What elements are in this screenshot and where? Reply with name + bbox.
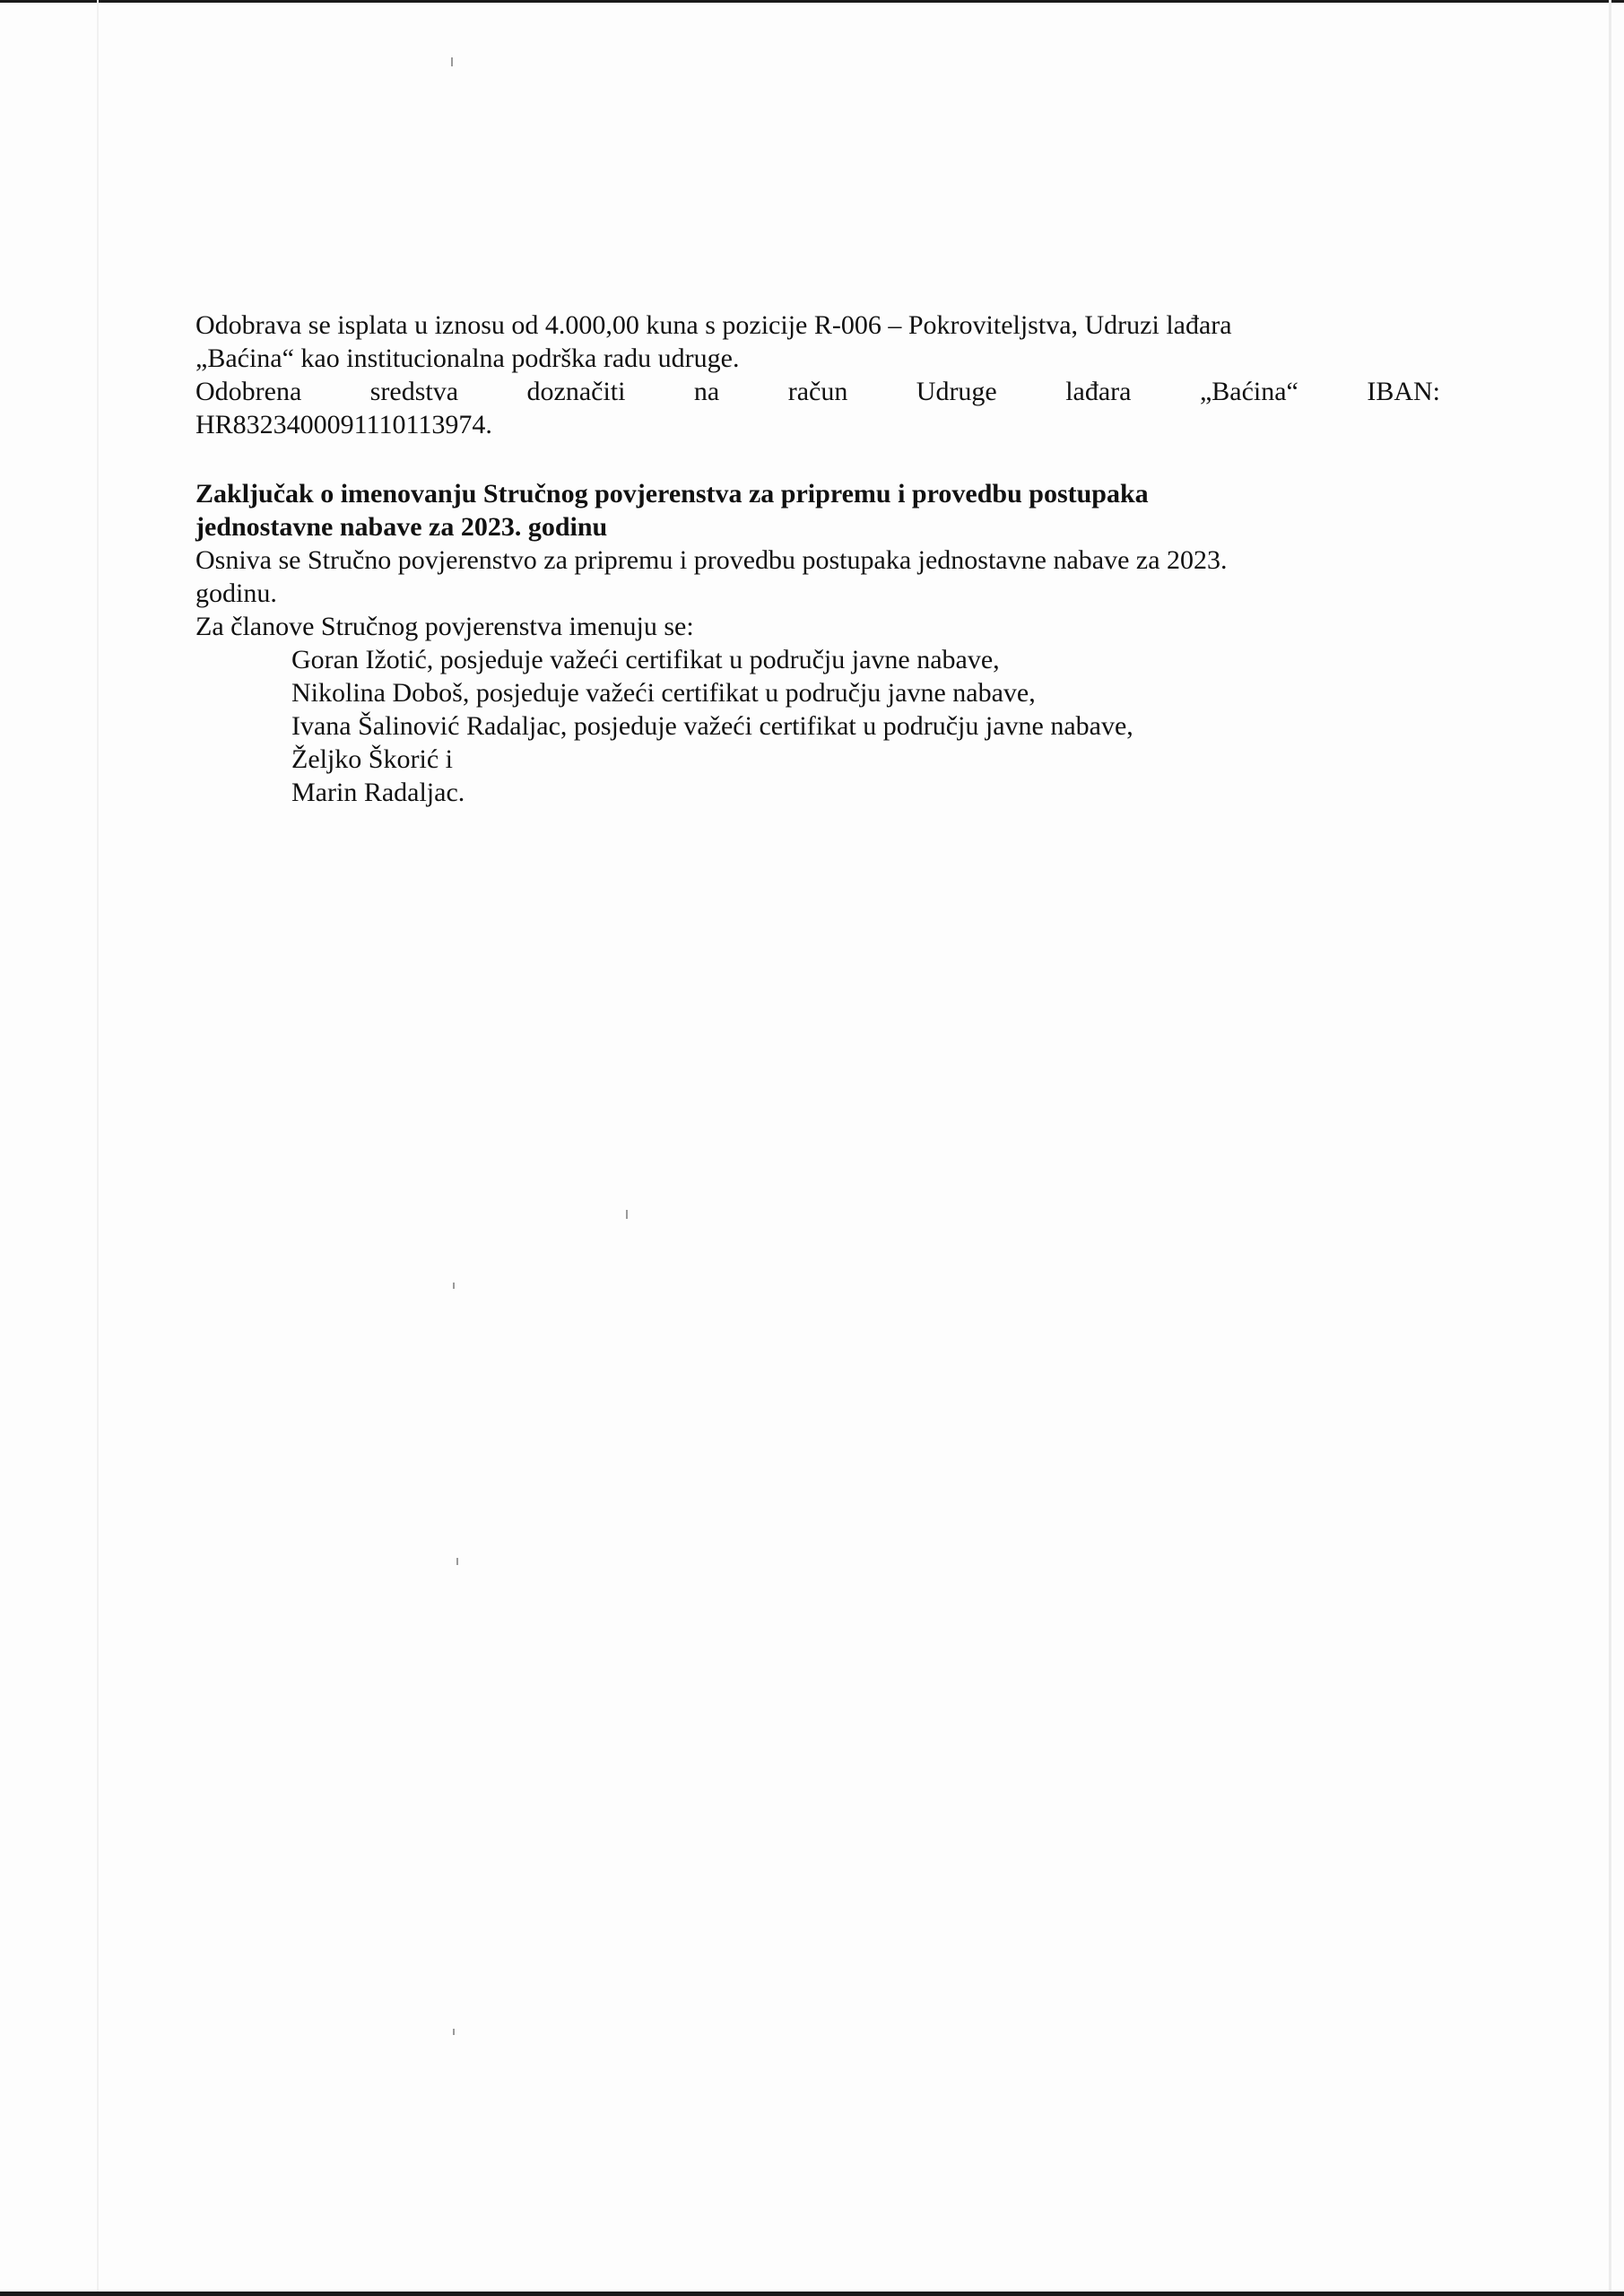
scan-left-edge (97, 0, 99, 2296)
scan-top-border (0, 0, 1624, 3)
document-body (195, 309, 1440, 809)
paragraph-line: Odobrava se isplata u iznosu od 4.000,00 kuna s pozicije R-006 – Pokroviteljstva, Udruzi lađara (195, 310, 1232, 340)
members-intro: Za članove Stručnog povjerenstva imenuju se: (195, 612, 694, 641)
paragraph-line: Osniva se Stručno povjerenstvo za pripremu i provedbu postupaka jednostavne nabave za 2023. (195, 545, 1228, 575)
word: račun (787, 377, 848, 406)
payment-approval-paragraph (195, 309, 1440, 441)
committee-conclusion-section (195, 477, 1440, 809)
member-item: Željko Škorić i (291, 744, 453, 774)
word: sredstva (369, 377, 459, 406)
scan-speck (451, 57, 453, 66)
member-item: Nikolina Doboš, posjeduje važeći certifikat u području javne nabave, (291, 678, 1036, 708)
member-item: Marin Radaljac. (291, 778, 465, 807)
word: Udruge (916, 377, 997, 406)
word: lađara (1065, 377, 1132, 406)
members-list (195, 643, 1440, 809)
scan-speck (456, 1558, 458, 1565)
scan-speck (453, 2029, 455, 2035)
scan-bottom-border (0, 2292, 1624, 2296)
word: Odobrena (195, 377, 302, 406)
section-heading: jednostavne nabave za 2023. godinu (195, 512, 608, 542)
justified-line (195, 375, 1440, 408)
member-item: Goran Ižotić, posjeduje važeći certifikat u području javne nabave, (291, 645, 1000, 674)
scan-speck (626, 1210, 628, 1219)
paragraph-line: godinu. (195, 578, 277, 608)
member-item: Ivana Šalinović Radaljac, posjeduje važeći certifikat u području javne nabave, (291, 711, 1133, 741)
scan-speck (453, 1283, 455, 1289)
paragraph-line: „Baćina“ kao institucionalna podrška radu udruge. (195, 344, 740, 373)
word: IBAN: (1367, 377, 1440, 406)
word: doznačiti (526, 377, 626, 406)
paragraph-gap (195, 441, 1440, 477)
section-heading: Zaključak o imenovanju Stručnog povjerenstva za pripremu i provedbu postupaka (195, 479, 1149, 509)
word: na (693, 377, 720, 406)
scan-right-edge (1609, 0, 1611, 2296)
iban-line: HR8323400091110113974. (195, 410, 492, 439)
word: „Baćina“ (1199, 377, 1298, 406)
